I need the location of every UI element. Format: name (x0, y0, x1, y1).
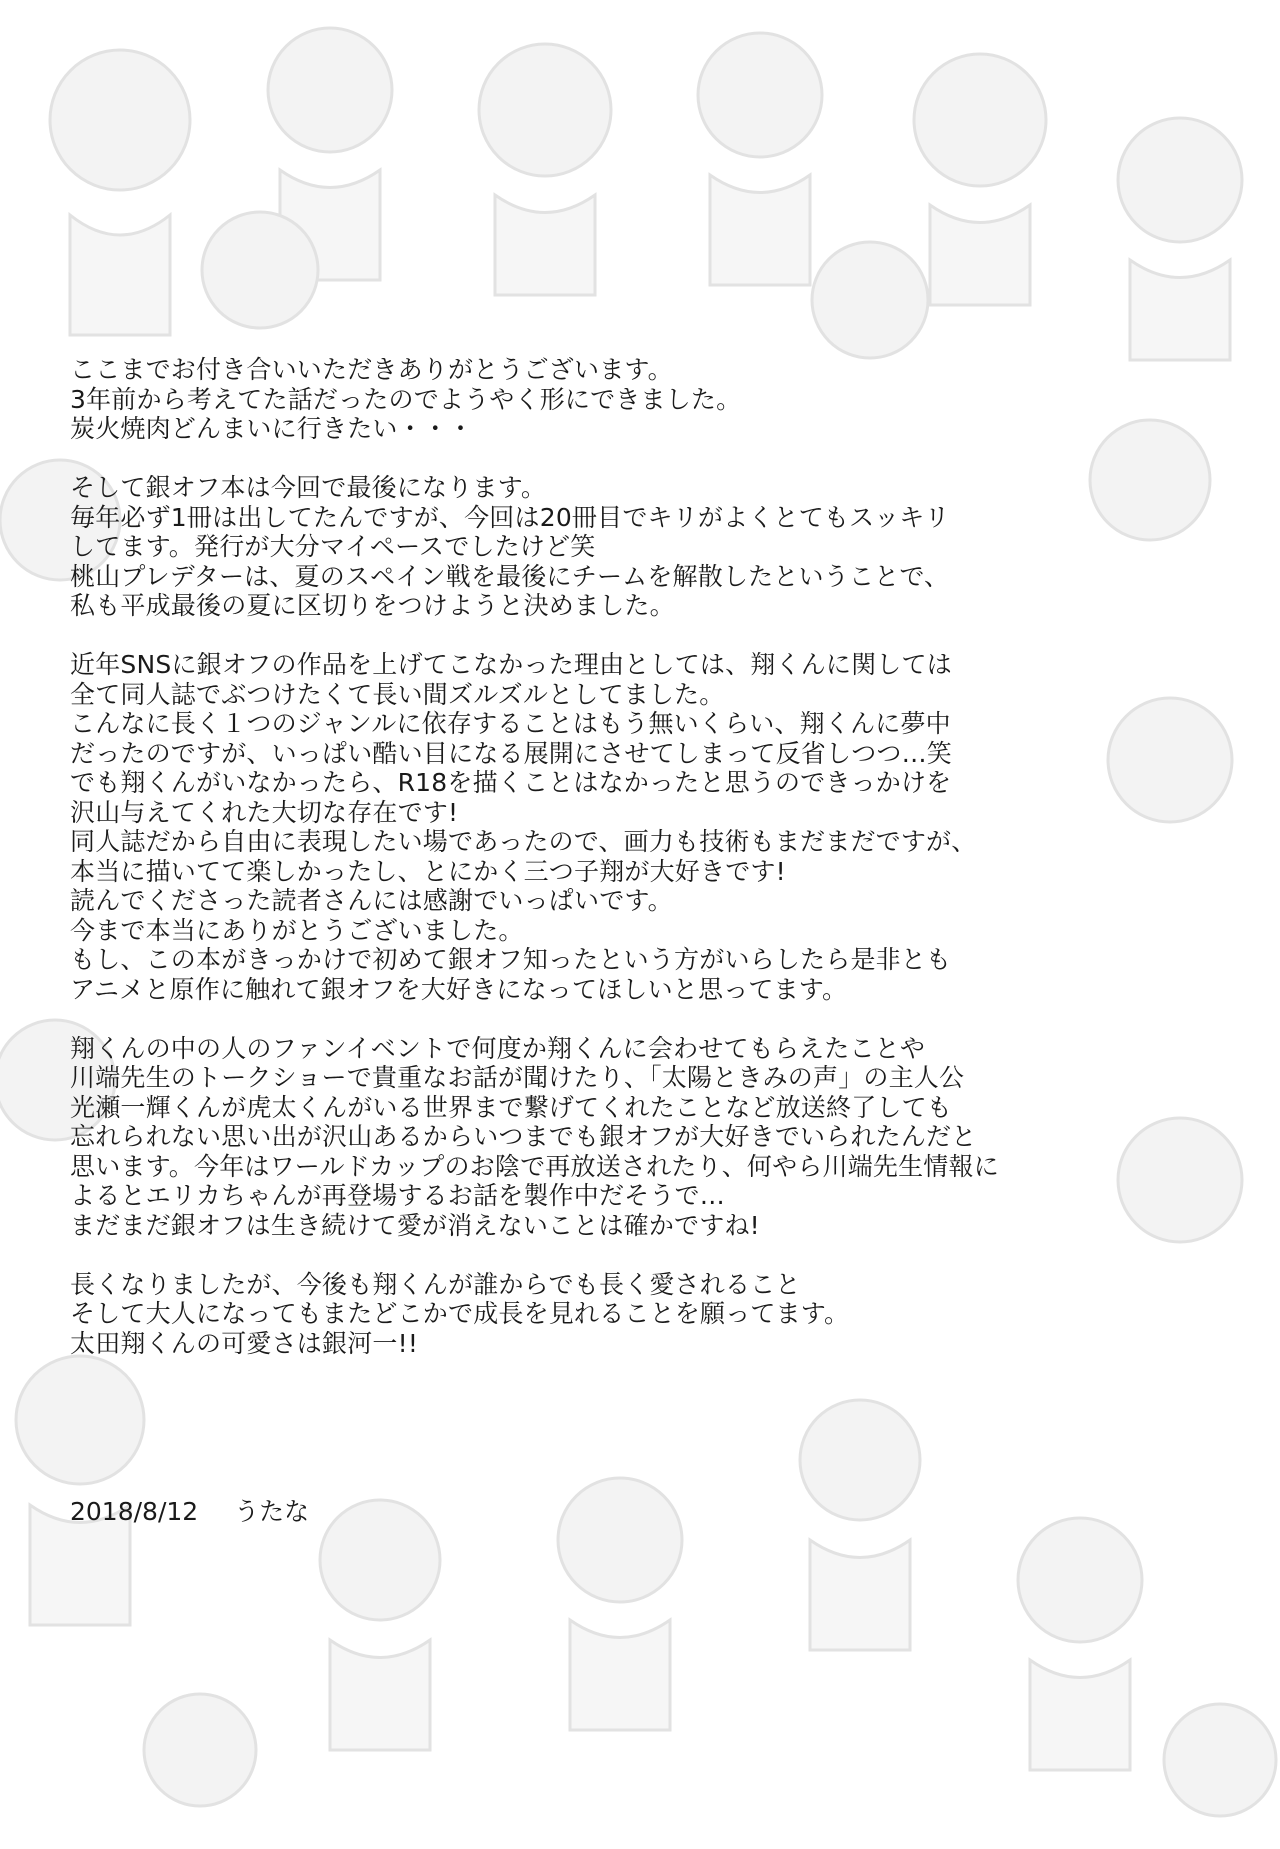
text-line: 長くなりましたが、今後も翔くんが誰からでも長く愛されること (70, 1269, 801, 1299)
text-line: もし、この本がきっかけで初めて銀オフ知ったという方がいらしたら是非とも (70, 945, 952, 974)
text-line: アニメと原作に触れて銀オフを大好きになってほしいと思ってます。 (70, 974, 848, 1004)
chibi-figure (1018, 1518, 1142, 1770)
text-line: でも翔くんがいなかったら、R18を描くことはなかったと思うのできっかけを (70, 768, 952, 797)
afterword-paragraph (70, 650, 1230, 1004)
afterword-paragraph (70, 1034, 1230, 1241)
text-line: そして銀オフ本は今回で最後になります。 (70, 473, 547, 502)
text-line: だったのですが、いっぱい酷い目になる展開にさせてしまって反省しつつ…笑 (70, 738, 953, 768)
text-line: 私も平成最後の夏に区切りをつけようと決めました。 (70, 591, 675, 620)
chibi-figure (800, 1400, 920, 1650)
text-line: ここまでお付き合いいただきありがとうございます。 (70, 355, 673, 384)
chibi-figure (1118, 118, 1242, 360)
text-line: 川端先生のトークショーで貴重なお話が聞けたり、「太陽ときみの声」の主人公 (70, 1063, 965, 1092)
chibi-figure (1164, 1704, 1276, 1816)
text-line: 全て同人誌でぶつけたくて長い間ズルズルとしてました。 (70, 679, 725, 709)
text-line: 同人誌だから自由に表現したい場であったので、画力も技術もまだまだですが、 (70, 827, 977, 856)
chibi-figure (202, 212, 318, 328)
afterword-text (70, 355, 1230, 1388)
text-line: よるとエリカちゃんが再登場するお話を製作中だそうで… (70, 1181, 725, 1210)
afterword-paragraph (70, 473, 1230, 621)
chibi-figure (320, 1500, 440, 1750)
text-line: 忘れられない思い出が沢山あるからいつまでも銀オフが大好きでいられたんだと (70, 1122, 977, 1151)
afterword-paragraph (70, 1270, 1230, 1359)
text-line: 翔くんの中の人のファンイベントで何度か翔くんに会わせてもらえたことや (70, 1033, 926, 1063)
signature-date: 2018/8/12 (70, 1497, 199, 1526)
text-line: 今まで本当にありがとうございました。 (70, 915, 524, 945)
text-line: 3年前から考えてた話だったのでようやく形にできました。 (70, 384, 742, 414)
text-line: そして大人になってもまたどこかで成長を見れることを願ってます。 (70, 1299, 850, 1328)
afterword-paragraph (70, 355, 1230, 444)
text-line: 思います。今年はワールドカップのお陰で再放送されたり、何やら川端先生情報に (70, 1151, 999, 1181)
text-line: 読んでくださった読者さんには感謝でいっぱいです。 (70, 886, 673, 915)
text-line: 沢山与えてくれた大切な存在です! (70, 797, 459, 827)
chibi-figure (558, 1478, 682, 1730)
chibi-figure (50, 50, 190, 335)
text-line: 本当に描いてて楽しかったし、とにかく三つ子翔が大好きです! (70, 856, 786, 886)
text-line: こんなに長く１つのジャンルに依存することはもう無いくらい、翔くんに夢中 (70, 709, 951, 738)
chibi-figure (16, 1356, 144, 1625)
signature (70, 1497, 309, 1527)
chibi-figure (812, 242, 928, 358)
chibi-figure (479, 44, 611, 295)
text-line: まだまだ銀オフは生き続けて愛が消えないことは確かですね! (70, 1210, 760, 1240)
chibi-figure (914, 54, 1046, 305)
chibi-figure (698, 33, 822, 285)
text-line: 光瀬一輝くんが虎太くんがいる世界まで繋げてくれたことなど放送終了しても (70, 1092, 953, 1122)
text-line: 近年SNSに銀オフの作品を上げてこなかった理由としては、翔くんに関しては (70, 650, 952, 679)
text-line: 炭火焼肉どんまいに行きたい・・・ (70, 414, 474, 443)
text-line: 桃山プレデターは、夏のスペイン戦を最後にチームを解散したということで、 (70, 561, 950, 591)
signature-name: うたな (234, 1497, 310, 1526)
text-line: してます。発行が大分マイペースでしたけど笑 (70, 532, 596, 561)
chibi-figure (144, 1694, 256, 1806)
text-line: 太田翔くんの可愛さは銀河一!! (70, 1328, 419, 1358)
text-line: 毎年必ず1冊は出してたんですが、今回は20冊目でキリがよくとてもスッキリ (70, 502, 950, 532)
